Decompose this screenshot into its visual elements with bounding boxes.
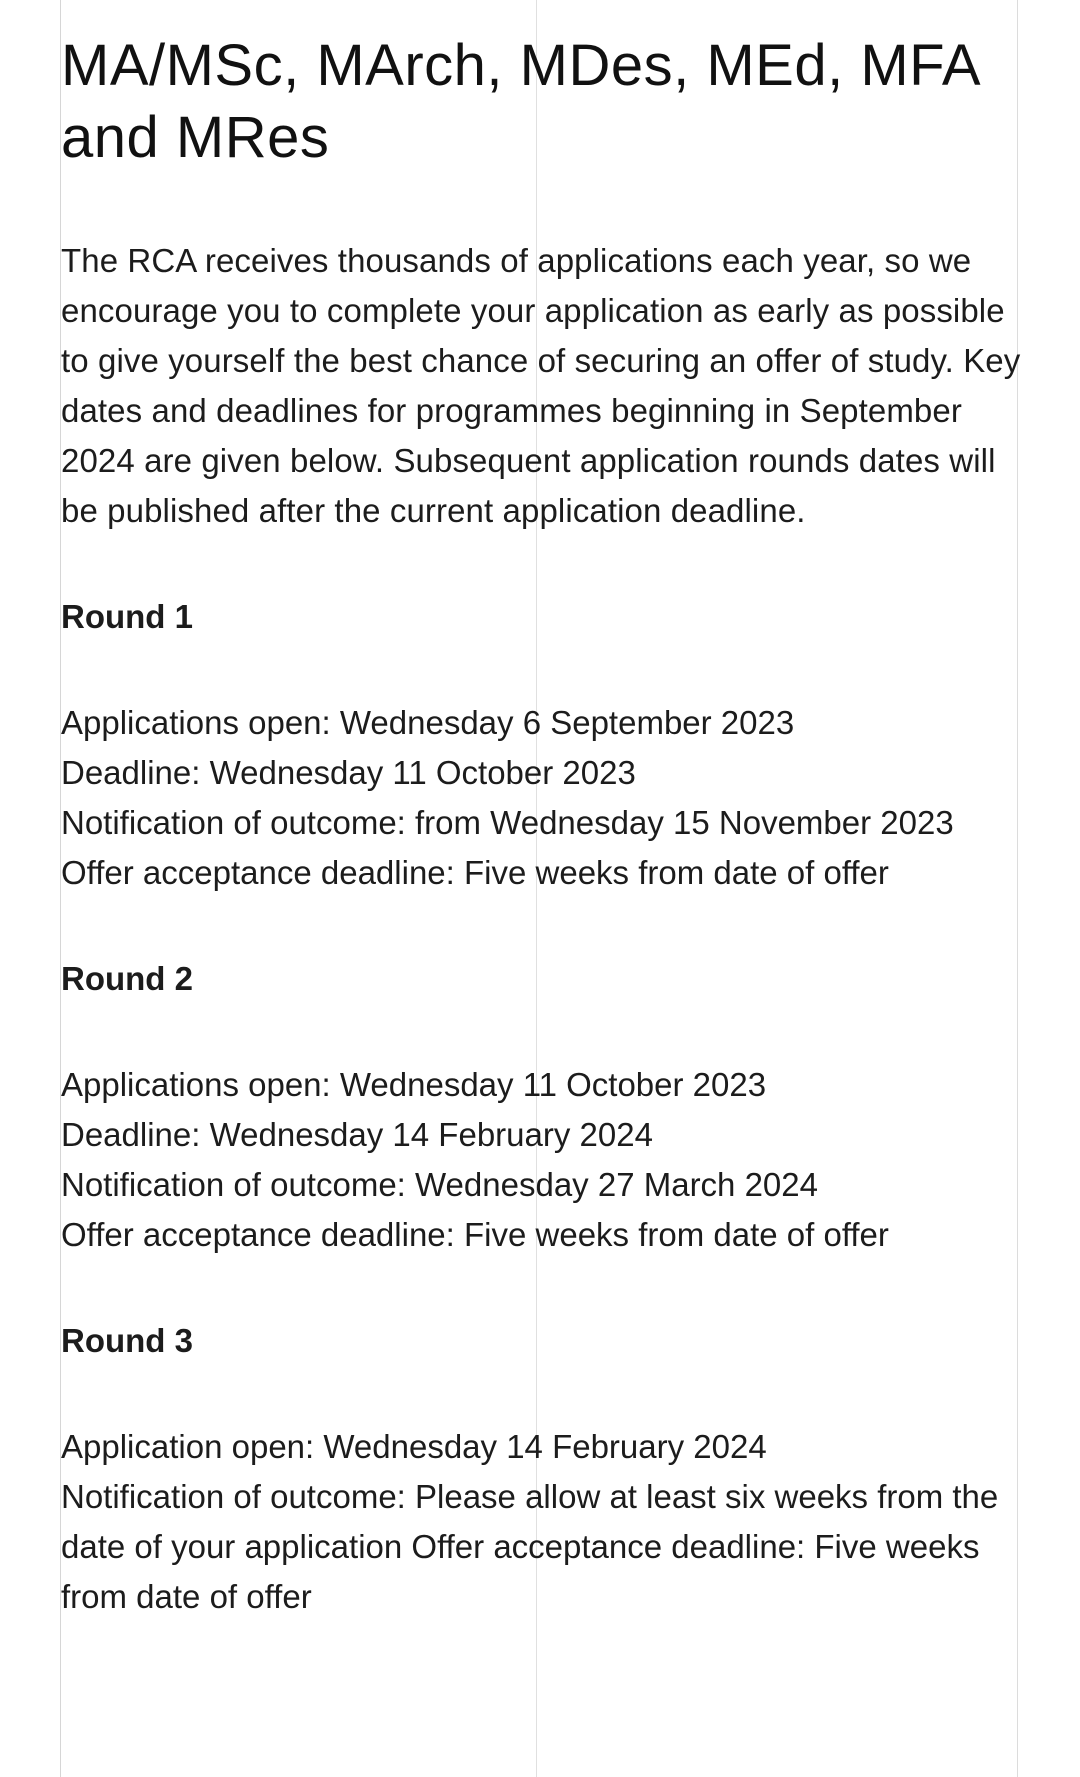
- round-2-deadline: Deadline: Wednesday 14 February 2024: [61, 1116, 653, 1153]
- round-2-offer-acceptance: Offer acceptance deadline: Five weeks from date of offer: [61, 1216, 889, 1253]
- round-2-details: [61, 1060, 1021, 1260]
- round-3-application-open: Application open: Wednesday 14 February 2024: [61, 1428, 767, 1465]
- round-3-notification: Notification of outcome: Please allow at least six weeks from the date of your application Offer acceptance deadline: Five weeks from date of offer: [61, 1478, 999, 1615]
- round-3-section: [61, 1316, 1021, 1622]
- round-1-details: [61, 698, 1021, 898]
- round-3-heading: Round 3: [61, 1322, 193, 1359]
- round-2-section: [61, 954, 1021, 1260]
- intro-paragraph: The RCA receives thousands of applications each year, so we encourage you to complete your application as early as possible to give yourself the best chance of securing an offer of study. Key dates and deadlines for programmes beginning in September 2024 are given below. Subsequent application rounds dates will be published after the current application deadline.: [61, 242, 1021, 529]
- round-1-deadline: Deadline: Wednesday 11 October 2023: [61, 754, 636, 791]
- round-2-notification: Notification of outcome: Wednesday 27 March 2024: [61, 1166, 818, 1203]
- round-1-heading: Round 1: [61, 598, 193, 635]
- article: [61, 30, 1021, 1622]
- round-1-notification: Notification of outcome: from Wednesday 15 November 2023: [61, 804, 954, 841]
- page-title: MA/MSc, MArch, MDes, MEd, MFA and MRes: [61, 33, 978, 170]
- round-1-applications-open: Applications open: Wednesday 6 September 2023: [61, 704, 795, 741]
- round-3-details: [61, 1422, 1021, 1622]
- round-1-section: [61, 592, 1021, 898]
- round-2-applications-open: Applications open: Wednesday 11 October 2023: [61, 1066, 767, 1103]
- round-1-offer-acceptance: Offer acceptance deadline: Five weeks from date of offer: [61, 854, 889, 891]
- round-2-heading: Round 2: [61, 960, 193, 997]
